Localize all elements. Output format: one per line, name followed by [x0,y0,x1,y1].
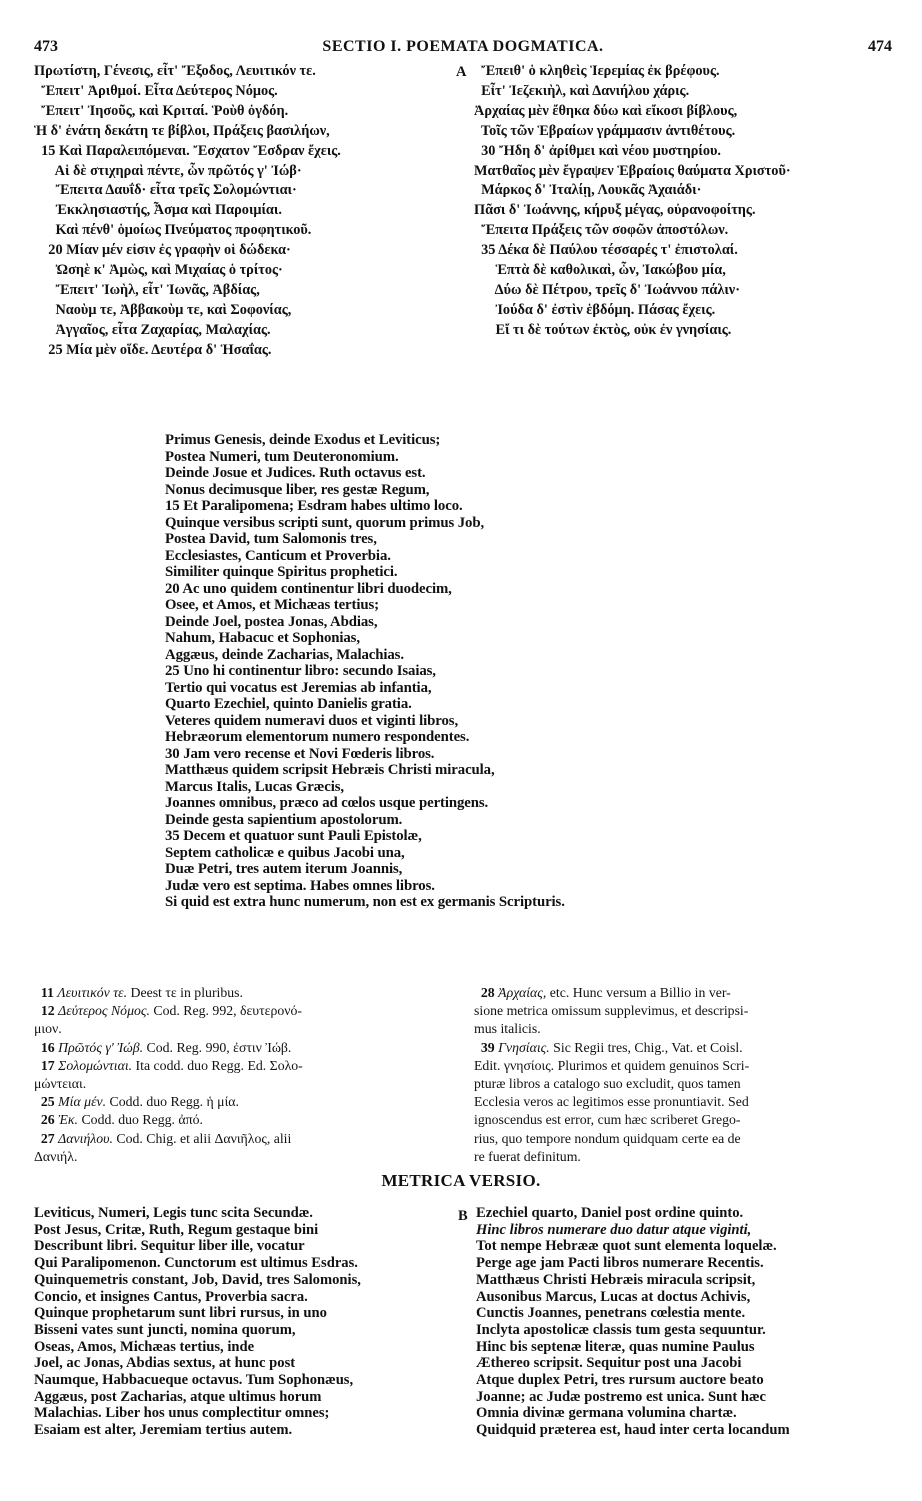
metrica-versio-heading: METRICA VERSIO. [381,1171,541,1190]
metrica-verse-line: Post Jesus, Critæ, Ruth, Regum gestaque bini [34,1221,319,1238]
footnote-text: Ecclesia veros ac legitimos esse pronuntiavit. Sed [474,1094,749,1110]
footnote-text: Cod. Reg. 990, ἐστιν Ἰώβ. [143,1039,292,1055]
page-number-right: 474 [868,38,892,55]
footnote-line [34,1111,458,1129]
greek-verse-line: 30 Ἤδη δ' ἀρίθμει καὶ νέου μυστηρίου. [474,142,721,159]
latin-verse-line: Nahum, Habacuc et Sophonias, [165,630,360,646]
metrica-verse-line: Quinque prophetarum sunt libri rursus, in uno [34,1305,327,1322]
footnote-text: Codd. duo Regg. ἀπό. [78,1112,203,1128]
footnote-text: μώντειαι. [34,1076,87,1092]
greek-verse-line: Ἐκκλησιαστής, Ἆσμα καὶ Παροιμίαι. [34,202,282,219]
latin-verse-line: Matthæus quidem scripsit Hebræis Christi miracula, [165,762,495,778]
greek-verse-line: Εἴ τι δὲ τούτων ἐκτὸς, οὐκ ἐν γνησίαις. [474,321,732,338]
greek-verse-line: Ἀγγαῖος, εἶτα Ζαχαρίας, Μαλαχίας. [34,321,271,338]
greek-verse-line: Ἔπειτ' Ἰωὴλ, εἶτ' Ἰωνᾶς, Ἀβδίας, [34,281,260,298]
metrica-verse-line: Concio, et insignes Cantus, Proverbia sacra. [34,1288,308,1305]
footnote-text: Codd. duo Regg. ἡ μία. [106,1094,239,1110]
footnote-line [474,1075,894,1093]
greek-verse-line: Ναοὺμ τε, Ἀββακοὺμ τε, καὶ Σοφονίας, [34,301,292,318]
footnote-text: Cod. Chig. et alii Δανιῆλος, alii [112,1130,292,1146]
footnote-ref: 26 [40,1112,55,1128]
metrica-verse-line: Matthæus Christi Hebræis miracula scripsit, [476,1271,756,1288]
footnote-text: Δανιήλ. [34,1148,78,1164]
running-header [34,38,892,58]
footnote-line [474,1020,894,1038]
footnote-line [474,1002,894,1020]
latin-verse-line: Postea Numeri, tum Deuteronomium. [165,448,399,465]
footnote-line [34,1020,458,1038]
latin-verse-line: Si quid est extra hunc numerum, non est ex germanis Scripturis. [165,894,565,910]
metrica-verse-line: Omnia divinæ germana volumina chartæ. [476,1405,737,1422]
metrica-verse-line: Describunt libri. Sequitur liber ille, vocatur [34,1238,305,1255]
footnote-text: Ita codd. duo Regg. Ed. Σολο- [132,1057,303,1073]
footnote-line [34,1057,458,1075]
metrica-verse-line: Atque duplex Petri, tres rursum auctore beato [476,1372,764,1389]
greek-verse-line: Ὠσηὲ κ' Ἀμὼς, καὶ Μιχαίας ὁ τρίτος· [34,262,283,279]
latin-verse-line: Quarto Ezechiel, quinto Danielis gratia. [165,696,412,712]
footnote-line [34,984,458,1002]
metrica-verse-line: Quinquemetris constant, Job, David, tres Salomonis, [34,1271,361,1288]
section-title: SECTIO I. POEMATA DOGMATICA. [322,38,604,55]
latin-verse-line: Hebræorum elementorum numero respondentes. [165,729,470,745]
footnote-text: μιον. [34,1021,62,1037]
greek-verse-line: Ἔπειτα Δαυΐδ· εἶτα τρεῖς Σολομώντιαι· [34,182,297,199]
greek-verse-line: Πρωτίστη, Γένεσις, εἶτ' Ἔξοδος, Λευιτικόν τε. [34,63,316,79]
footnote-line [474,1111,894,1129]
metrica-verse-line: Leviticus, Numeri, Legis tunc scita Secundæ. [34,1205,313,1221]
latin-verse-line: Quinque versibus scripti sunt, quorum primus Job, [165,514,485,531]
latin-verse-line: Deinde Josue et Judices. Ruth octavus est. [165,465,426,481]
footnote-lemma: Γνησίαις. [498,1039,550,1055]
latin-verse-line: 15 Et Paralipomena; Esdram habes ultimo loco. [165,498,463,514]
greek-verse-line: Ἡ δ' ἐνάτη δεκάτη τε βίβλοι, Πράξεις βασιλήων, [34,122,330,139]
metrica-column-right [476,1205,896,1439]
greek-verse-line: Ἔπειτ' Ἰησοῦς, καὶ Κριταί. Ῥοὺθ ὀγδόη. [34,102,289,119]
latin-verse-line: Deinde gesta sapientium apostolorum. [165,811,403,828]
latin-verse-line: 25 Uno hi continentur libro: secundo Isaias, [165,663,436,679]
footnote-line [34,1093,458,1111]
latin-verse-line: Tertio qui vocatus est Jeremias ab infantia, [165,679,432,696]
greek-verse-line: Ἔπειτα Πράξεις τῶν σοφῶν ἀποστόλων. [474,222,729,239]
footnote-lemma: Σολομώντιαι. [58,1057,133,1073]
latin-verse-line: Judæ vero est septima. Habes omnes libros. [165,877,435,894]
greek-verse-line: Ἀρχαίας μὲν ἔθηκα δύω καὶ εἴκοσι βίβλους, [474,102,738,119]
latin-verse-line: 30 Jam vero recense et Novi Fœderis libros. [165,745,435,762]
footnote-ref: 17 [40,1057,55,1073]
footnote-text: etc. Hunc versum a Billio in ver- [546,985,731,1000]
latin-verse-line: Veteres quidem numeravi duos et viginti libros, [165,712,459,729]
metrica-verse-line: Æthereo scripsit. Sequitur post una Jacobi [476,1355,742,1372]
metrica-verse-line: Malachias. Liber hos unus complectitur omnes; [34,1405,330,1422]
footnote-line [474,1039,894,1057]
latin-verse-line: Similiter quinque Spiritus prophetici. [165,564,398,580]
footnote-text: Deest τε in pluribus. [127,985,243,1000]
metrica-verse-line: Joanne; ac Judæ postremo est unica. Sunt hæc [476,1388,767,1405]
latin-verse-line: Marcus Italis, Lucas Græcis, [165,778,345,795]
metrica-verse-line: Aggæus, post Zacharias, atque ultimus horum [34,1388,322,1405]
greek-verse-line: Ἔπειθ' ὁ κληθεὶς Ἱερεμίας ἐκ βρέφους. [474,63,720,79]
greek-verse-line: Εἶτ' Ἰεζεκιὴλ, καὶ Δανιήλου χάρις. [474,82,690,99]
footnote-text: re fuerat definitum. [474,1148,581,1164]
latin-verse-line: Primus Genesis, deinde Exodus et Leviticus; [165,432,441,448]
latin-verse-line: Aggæus, deinde Zacharias, Malachias. [165,646,404,663]
greek-verse-line: Τοῖς τῶν Ἑβραίων γράμμασιν ἀντιθέτους. [474,122,736,139]
greek-verse-line: Καὶ πένθ' ὁμοίως Πνεύματος προφητικοῦ. [34,222,312,239]
footnote-text: ignoscendus est error, cum hæc scriberet Grego- [474,1112,741,1128]
footnote-line [34,1148,458,1166]
latin-verse-line: Osee, et Amos, et Michæas tertius; [165,597,379,613]
metrica-verse-line: Esaiam est alter, Jeremiam tertius autem. [34,1422,293,1439]
metrica-verse-line: Hinc libros numerare duo datur atque viginti, [476,1221,752,1238]
footnote-ref: 39 [480,1039,495,1055]
latin-verse-line: Septem catholicæ e quibus Jacobi una, [165,844,405,861]
footnote-line [474,1130,894,1148]
greek-verse-line: Ἰούδα δ' ἐστὶν ἑβδόμη. Πάσας ἔχεις. [474,301,716,318]
greek-verse-line: Ματθαῖος μὲν ἔγραψεν Ἑβραίοις θαύματα Χριστοῦ· [474,162,791,179]
footnote-text: Edit. γνησίοις. Plurimos et quidem genuinos Scri- [474,1057,750,1073]
footnote-text: sione metrica omissum supplevimus, et descripsi- [474,1003,749,1019]
greek-verse-line: 35 Δέκα δὲ Παύλου τέσσαρές τ' ἐπιστολαί. [474,242,738,259]
footnote-lemma: Δανιήλου. [58,1130,113,1146]
footnote-line [34,1075,458,1093]
footnote-ref: 25 [40,1094,55,1110]
latin-verse-line: Duæ Petri, tres autem iterum Joannis, [165,861,403,877]
greek-column-right [474,62,894,341]
latin-verse-line: Ecclesiastes, Canticum et Proverbia. [165,547,391,564]
footnote-line [474,1148,894,1166]
footnote-lemma: Ἐκ. [58,1112,79,1128]
metrica-verse-line: Hinc bis septenæ literæ, quas numine Paulus [476,1338,755,1355]
greek-verse-line: 25 Μία μὲν οἵδε. Δευτέρα δ' Ἡσαΐας. [34,341,272,358]
footnote-lemma: Πρῶτός γ' Ἰώβ. [58,1039,144,1055]
latin-verse-line: 20 Ac uno quidem continentur libri duodecim, [165,580,452,597]
footnote-line [474,1093,894,1111]
metrica-verse-line: Inclyta apostolicæ classis tum gesta sequuntur. [476,1321,766,1338]
greek-verse-line: Δύω δὲ Πέτρου, τρεῖς δ' Ἰωάννου πάλιν· [474,281,740,298]
latin-verse-line: Postea David, tum Salomonis tres, [165,531,377,547]
footnote-ref: 16 [40,1039,55,1055]
metrica-verse-line: Ezechiel quarto, Daniel post ordine quinto. [476,1205,744,1221]
greek-verse-line: Ἑπτὰ δὲ καθολικαὶ, ὧν, Ἰακώβου μία, [474,262,726,279]
footnote-ref: 12 [40,1003,55,1019]
metrica-verse-line: Naumque, Habbacueque octavus. Tum Sophonæus, [34,1372,354,1389]
greek-verse-line: Αἱ δὲ στιχηραὶ πέντε, ὧν πρῶτός γ' Ἰώβ· [34,162,302,179]
latin-verse-line: Deinde Joel, postea Jonas, Abdias, [165,613,378,630]
metrica-verse-line: Cunctis Joannes, penetrans cœlestia mente. [476,1305,746,1322]
footnote-line [34,1130,458,1148]
footnote-ref: 27 [40,1130,55,1146]
latin-verse-line: Nonus decimusque liber, res gestæ Regum, [165,481,430,498]
footnote-lemma: Λευιτικόν τε. [57,985,128,1000]
footnote-text: pturæ libros a catalogo suo excludit, quos tamen [474,1076,741,1092]
footnote-ref: 11 [40,985,54,1000]
greek-verse-line: 20 Μίαν μέν εἰσιν ἐς γραφὴν οἱ δώδεκα· [34,242,291,259]
latin-translation [165,432,865,911]
page-number-left: 473 [34,38,58,55]
footnote-lemma: Δεύτερος Νόμος. [58,1003,150,1019]
metrica-verse-line: Joel, ac Jonas, Abdias sextus, at hunc post [34,1355,296,1372]
latin-verse-line: 35 Decem et quatuor sunt Pauli Epistolæ, [165,828,422,844]
greek-verse-line: 15 Καὶ Παραλειπόμεναι. Ἔσχατον Ἔσδραν ἔχεις. [34,142,341,159]
footnote-ref: 28 [480,985,495,1000]
footnote-text: Cod. Reg. 992, δευτερονό- [149,1003,302,1019]
column-marker-a: A [456,64,467,80]
metrica-verse-line: Perge age jam Pacti libros numerare Recentis. [476,1255,764,1272]
column-marker-b: B [458,1208,468,1224]
footnote-lemma: Ἀρχαίας, [498,985,547,1000]
footnotes-left [34,984,458,1166]
footnote-line [474,984,894,1002]
greek-verse-line: Πᾶσι δ' Ἰωάννης, κήρυξ μέγας, οὐρανοφοίτης. [474,202,756,219]
footnote-line [34,1039,458,1057]
metrica-verse-line: Oseas, Amos, Michæas tertius, inde [34,1338,255,1355]
metrica-verse-line: Ausonibus Marcus, Lucas at doctus Achivis, [476,1288,751,1305]
metrica-verse-line: Tot nempe Hebrææ quot sunt elementa loquelæ. [476,1238,777,1255]
footnote-text: rius, quo tempore nondum quidquam certe ea de [474,1130,741,1146]
footnote-text: mus italicis. [474,1021,541,1037]
footnotes-right [474,984,894,1166]
metrica-verse-line: Qui Paralipomenon. Cunctorum est ultimus Esdras. [34,1255,358,1272]
greek-verse-line: Ἔπειτ' Ἀριθμοί. Εἶτα Δεύτερος Νόμος. [34,82,278,99]
greek-verse-line: Μάρκος δ' Ἰταλίῃ, Λουκᾶς Ἀχαιάδι· [474,182,702,199]
footnote-line [34,1002,458,1020]
footnote-text: Sic Regii tres, Chig., Vat. et Coisl. [549,1039,743,1055]
metrica-verse-line: Quidquid præterea est, haud inter certa locandum [476,1422,790,1439]
greek-column-left [34,62,454,361]
footnote-line [474,1057,894,1075]
metrica-column-left [34,1205,464,1439]
footnote-lemma: Μία μέν. [58,1094,107,1110]
metrica-verse-line: Bisseni vates sunt juncti, nomina quorum, [34,1321,296,1338]
latin-verse-line: Joannes omnibus, præco ad cœlos usque pertingens. [165,795,489,811]
